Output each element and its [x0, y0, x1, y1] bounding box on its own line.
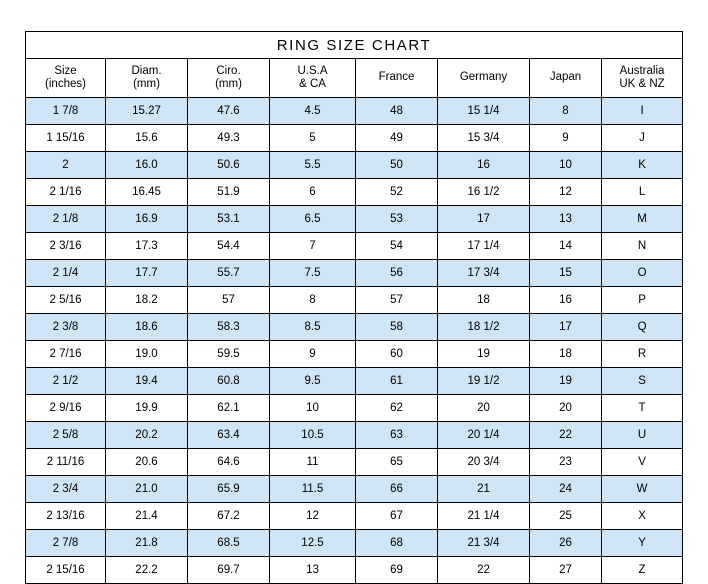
table-cell: O [602, 260, 683, 287]
table-cell: 6.5 [270, 206, 356, 233]
table-cell: 2 [26, 152, 106, 179]
table-cell: 20.6 [106, 449, 188, 476]
table-cell: 13 [270, 557, 356, 584]
table-cell: 21.4 [106, 503, 188, 530]
table-cell: R [602, 341, 683, 368]
table-cell: 48 [356, 98, 438, 125]
column-header-line: (mm) [215, 78, 242, 90]
table-cell: 12 [270, 503, 356, 530]
table-row [26, 557, 683, 584]
table-cell: 17.3 [106, 233, 188, 260]
column-header-line: & CA [299, 78, 326, 90]
table-cell: 5 [270, 125, 356, 152]
table-cell: 22 [438, 557, 530, 584]
column-header [106, 59, 188, 98]
table-cell: 7.5 [270, 260, 356, 287]
table-cell: 2 5/8 [26, 422, 106, 449]
table-cell: 2 3/4 [26, 476, 106, 503]
table-cell: 60.8 [188, 368, 270, 395]
table-cell: 16 1/2 [438, 179, 530, 206]
table-cell: 18 [438, 287, 530, 314]
table-cell: 26 [530, 530, 602, 557]
column-header-line: Ciro. [216, 64, 241, 77]
table-cell: M [602, 206, 683, 233]
table-cell: 11 [270, 449, 356, 476]
table-cell: 63.4 [188, 422, 270, 449]
table-cell: 58 [356, 314, 438, 341]
column-header [270, 59, 356, 98]
table-cell: 8.5 [270, 314, 356, 341]
table-cell: 61 [356, 368, 438, 395]
table-cell: 18.6 [106, 314, 188, 341]
table-cell: 67 [356, 503, 438, 530]
table-cell: 59.5 [188, 341, 270, 368]
table-cell: 57 [356, 287, 438, 314]
table-cell: 19.0 [106, 341, 188, 368]
chart-title: RING SIZE CHART [26, 32, 683, 59]
table-cell: 69 [356, 557, 438, 584]
column-header [26, 59, 106, 98]
table-cell: 15.6 [106, 125, 188, 152]
table-cell: I [602, 98, 683, 125]
table-cell: 52 [356, 179, 438, 206]
table-cell: 7 [270, 233, 356, 260]
table-cell: Y [602, 530, 683, 557]
table-row [26, 98, 683, 125]
table-cell: 24 [530, 476, 602, 503]
table-cell: 2 15/16 [26, 557, 106, 584]
table-row [26, 206, 683, 233]
table-cell: 58.3 [188, 314, 270, 341]
table-cell: S [602, 368, 683, 395]
column-header [602, 59, 683, 98]
table-cell: 68 [356, 530, 438, 557]
table-cell: J [602, 125, 683, 152]
table-title-row [26, 32, 683, 59]
table-cell: 9.5 [270, 368, 356, 395]
table-cell: 2 9/16 [26, 395, 106, 422]
table-cell: 15 1/4 [438, 98, 530, 125]
column-header-line: UK & NZ [619, 78, 665, 90]
table-cell: W [602, 476, 683, 503]
column-header-line: Australia [619, 64, 665, 77]
table-cell: 19.9 [106, 395, 188, 422]
table-cell: N [602, 233, 683, 260]
table-cell: K [602, 152, 683, 179]
table-cell: 18 1/2 [438, 314, 530, 341]
table-cell: 13 [530, 206, 602, 233]
table-row [26, 341, 683, 368]
table-cell: 16.9 [106, 206, 188, 233]
table-cell: 50.6 [188, 152, 270, 179]
column-header-line: U.S.A [297, 64, 328, 77]
table-row [26, 179, 683, 206]
ring-size-table [25, 31, 683, 584]
table-cell: 17.7 [106, 260, 188, 287]
table-cell: 16 [530, 287, 602, 314]
table-cell: 2 3/16 [26, 233, 106, 260]
column-header-line: (inches) [45, 78, 86, 90]
table-cell: 2 7/16 [26, 341, 106, 368]
table-row [26, 476, 683, 503]
table-cell: 2 1/16 [26, 179, 106, 206]
table-cell: 9 [270, 341, 356, 368]
table-cell: 6 [270, 179, 356, 206]
table-cell: 27 [530, 557, 602, 584]
column-header [438, 59, 530, 98]
table-cell: 60 [356, 341, 438, 368]
table-cell: 12 [530, 179, 602, 206]
ring-size-chart [25, 31, 682, 576]
table-cell: 8 [270, 287, 356, 314]
table-cell: 66 [356, 476, 438, 503]
table-cell: 67.2 [188, 503, 270, 530]
table-row [26, 287, 683, 314]
table-cell: Z [602, 557, 683, 584]
table-cell: 20 1/4 [438, 422, 530, 449]
table-cell: P [602, 287, 683, 314]
column-header-line: France [378, 71, 415, 84]
table-cell: 4.5 [270, 98, 356, 125]
table-cell: 65 [356, 449, 438, 476]
table-cell: 8 [530, 98, 602, 125]
table-cell: 53.1 [188, 206, 270, 233]
table-cell: 2 1/2 [26, 368, 106, 395]
column-header-line: Size [54, 64, 77, 77]
column-header [530, 59, 602, 98]
table-cell: 54 [356, 233, 438, 260]
table-cell: 9 [530, 125, 602, 152]
table-cell: 49 [356, 125, 438, 152]
table-cell: 22.2 [106, 557, 188, 584]
table-cell: 11.5 [270, 476, 356, 503]
table-cell: 23 [530, 449, 602, 476]
table-cell: 54.4 [188, 233, 270, 260]
table-row [26, 368, 683, 395]
table-cell: U [602, 422, 683, 449]
table-cell: 2 7/8 [26, 530, 106, 557]
table-cell: 10.5 [270, 422, 356, 449]
table-cell: 53 [356, 206, 438, 233]
table-cell: 14 [530, 233, 602, 260]
table-cell: 21 [438, 476, 530, 503]
table-cell: 20 3/4 [438, 449, 530, 476]
table-cell: 16.45 [106, 179, 188, 206]
table-cell: 21 3/4 [438, 530, 530, 557]
table-cell: 19 [438, 341, 530, 368]
column-header-line: Germany [459, 71, 508, 84]
table-cell: 19 1/2 [438, 368, 530, 395]
table-cell: 17 1/4 [438, 233, 530, 260]
table-body [26, 98, 683, 584]
table-cell: 21 1/4 [438, 503, 530, 530]
table-cell: 12.5 [270, 530, 356, 557]
table-cell: 15 3/4 [438, 125, 530, 152]
table-row [26, 260, 683, 287]
table-cell: 2 1/4 [26, 260, 106, 287]
table-cell: 20.2 [106, 422, 188, 449]
table-cell: 62 [356, 395, 438, 422]
table-cell: 17 [438, 206, 530, 233]
table-row [26, 233, 683, 260]
column-header [188, 59, 270, 98]
table-row [26, 152, 683, 179]
table-cell: 57 [188, 287, 270, 314]
column-header-line: (mm) [133, 78, 160, 90]
table-cell: 1 7/8 [26, 98, 106, 125]
column-header-line: Diam. [131, 64, 162, 77]
column-header [356, 59, 438, 98]
table-cell: 2 1/8 [26, 206, 106, 233]
table-cell: 20 [438, 395, 530, 422]
table-cell: 1 15/16 [26, 125, 106, 152]
table-cell: 50 [356, 152, 438, 179]
table-row [26, 503, 683, 530]
column-header-line: Japan [549, 71, 582, 84]
table-cell: 5.5 [270, 152, 356, 179]
table-cell: 2 11/16 [26, 449, 106, 476]
table-cell: 56 [356, 260, 438, 287]
table-cell: 63 [356, 422, 438, 449]
table-cell: 68.5 [188, 530, 270, 557]
table-cell: 51.9 [188, 179, 270, 206]
table-cell: 2 13/16 [26, 503, 106, 530]
table-cell: 10 [270, 395, 356, 422]
table-cell: 49.3 [188, 125, 270, 152]
table-header-row [26, 59, 683, 98]
table-cell: 2 5/16 [26, 287, 106, 314]
table-cell: 47.6 [188, 98, 270, 125]
table-cell: 16.0 [106, 152, 188, 179]
table-row [26, 314, 683, 341]
table-cell: 2 3/8 [26, 314, 106, 341]
table-row [26, 422, 683, 449]
table-cell: 25 [530, 503, 602, 530]
table-cell: 10 [530, 152, 602, 179]
table-cell: 16 [438, 152, 530, 179]
table-cell: T [602, 395, 683, 422]
table-cell: 20 [530, 395, 602, 422]
table-cell: 15 [530, 260, 602, 287]
table-cell: 62.1 [188, 395, 270, 422]
table-cell: 64.6 [188, 449, 270, 476]
table-cell: 19.4 [106, 368, 188, 395]
table-cell: 19 [530, 368, 602, 395]
table-row [26, 449, 683, 476]
table-cell: L [602, 179, 683, 206]
table-cell: X [602, 503, 683, 530]
table-cell: 69.7 [188, 557, 270, 584]
table-cell: 18.2 [106, 287, 188, 314]
table-cell: 22 [530, 422, 602, 449]
table-row [26, 530, 683, 557]
table-row [26, 395, 683, 422]
table-cell: 15.27 [106, 98, 188, 125]
table-cell: 17 3/4 [438, 260, 530, 287]
table-cell: 21.8 [106, 530, 188, 557]
table-cell: 17 [530, 314, 602, 341]
table-cell: 55.7 [188, 260, 270, 287]
table-cell: 65.9 [188, 476, 270, 503]
table-row [26, 125, 683, 152]
table-cell: V [602, 449, 683, 476]
table-cell: 18 [530, 341, 602, 368]
table-cell: Q [602, 314, 683, 341]
table-cell: 21.0 [106, 476, 188, 503]
